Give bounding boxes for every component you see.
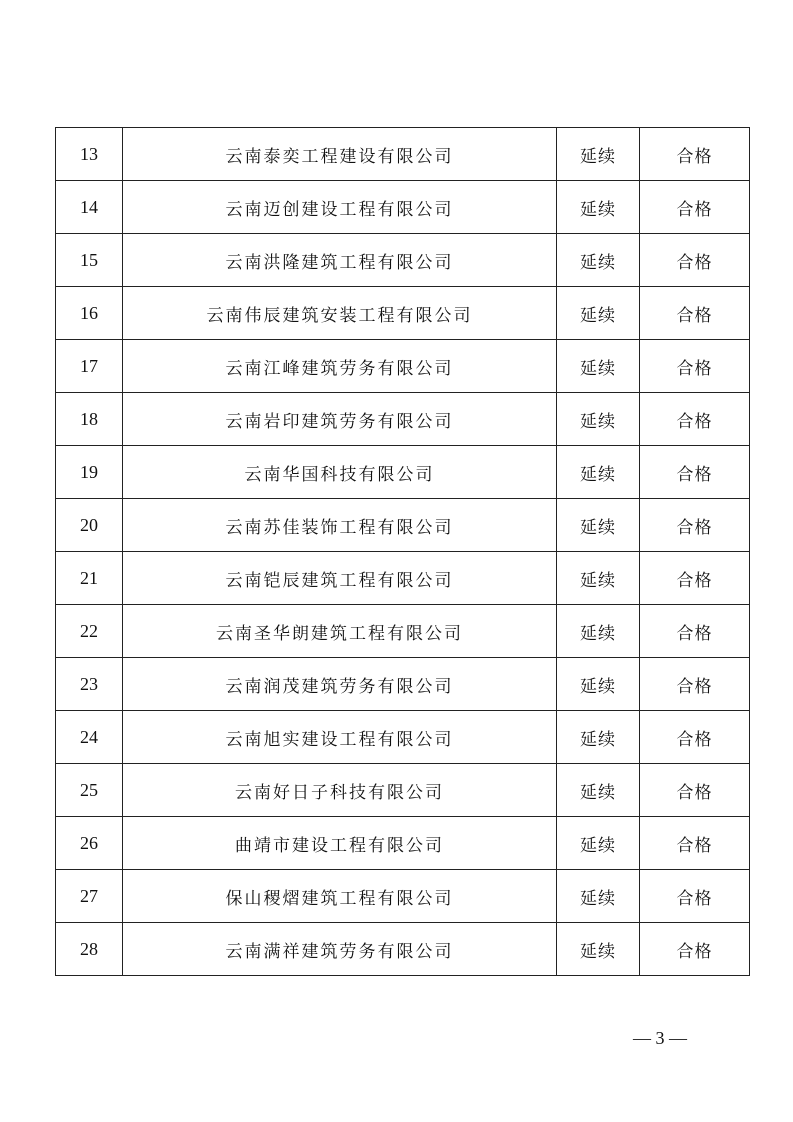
table-row — [56, 764, 750, 817]
result-cell: 合格 — [640, 499, 750, 552]
row-number-cell: 23 — [56, 658, 123, 711]
company-name-cell: 云南旭实建设工程有限公司 — [123, 711, 557, 764]
result-cell: 合格 — [640, 552, 750, 605]
row-number-cell: 16 — [56, 287, 123, 340]
company-name-cell: 云南洪隆建筑工程有限公司 — [123, 234, 557, 287]
result-cell: 合格 — [640, 870, 750, 923]
application-type-cell: 延续 — [557, 552, 640, 605]
results-table — [55, 127, 750, 976]
result-cell: 合格 — [640, 658, 750, 711]
row-number-cell: 15 — [56, 234, 123, 287]
table-row — [56, 605, 750, 658]
row-number-cell: 13 — [56, 128, 123, 181]
result-cell: 合格 — [640, 393, 750, 446]
row-number-cell: 21 — [56, 552, 123, 605]
application-type-cell: 延续 — [557, 605, 640, 658]
row-number-cell: 24 — [56, 711, 123, 764]
application-type-cell: 延续 — [557, 128, 640, 181]
row-number-cell: 28 — [56, 923, 123, 976]
row-number-cell: 20 — [56, 499, 123, 552]
result-cell: 合格 — [640, 287, 750, 340]
result-cell: 合格 — [640, 234, 750, 287]
application-type-cell: 延续 — [557, 923, 640, 976]
row-number-cell: 22 — [56, 605, 123, 658]
table-row — [56, 393, 750, 446]
page-number: — 3 — — [633, 1028, 687, 1048]
company-name-cell: 云南圣华朗建筑工程有限公司 — [123, 605, 557, 658]
company-name-cell: 云南伟辰建筑安装工程有限公司 — [123, 287, 557, 340]
table-row — [56, 658, 750, 711]
application-type-cell: 延续 — [557, 393, 640, 446]
row-number-cell: 14 — [56, 181, 123, 234]
application-type-cell: 延续 — [557, 287, 640, 340]
company-name-cell: 云南满祥建筑劳务有限公司 — [123, 923, 557, 976]
company-name-cell: 曲靖市建设工程有限公司 — [123, 817, 557, 870]
company-name-cell: 云南江峰建筑劳务有限公司 — [123, 340, 557, 393]
row-number-cell: 19 — [56, 446, 123, 499]
result-cell: 合格 — [640, 764, 750, 817]
table-row — [56, 234, 750, 287]
row-number-cell: 26 — [56, 817, 123, 870]
application-type-cell: 延续 — [557, 340, 640, 393]
application-type-cell: 延续 — [557, 658, 640, 711]
application-type-cell: 延续 — [557, 446, 640, 499]
row-number-cell: 27 — [56, 870, 123, 923]
row-number-cell: 18 — [56, 393, 123, 446]
table-row — [56, 817, 750, 870]
table-row — [56, 446, 750, 499]
company-name-cell: 云南润茂建筑劳务有限公司 — [123, 658, 557, 711]
company-name-cell: 云南苏佳装饰工程有限公司 — [123, 499, 557, 552]
table-row — [56, 340, 750, 393]
table-row — [56, 287, 750, 340]
application-type-cell: 延续 — [557, 499, 640, 552]
application-type-cell: 延续 — [557, 234, 640, 287]
table-row — [56, 711, 750, 764]
application-type-cell: 延续 — [557, 181, 640, 234]
result-cell: 合格 — [640, 605, 750, 658]
result-cell: 合格 — [640, 711, 750, 764]
company-name-cell: 云南好日子科技有限公司 — [123, 764, 557, 817]
table-row — [56, 552, 750, 605]
application-type-cell: 延续 — [557, 764, 640, 817]
row-number-cell: 25 — [56, 764, 123, 817]
company-name-cell: 云南迈创建设工程有限公司 — [123, 181, 557, 234]
application-type-cell: 延续 — [557, 711, 640, 764]
table-row — [56, 499, 750, 552]
results-table-body — [56, 128, 750, 976]
result-cell: 合格 — [640, 128, 750, 181]
company-name-cell: 云南泰奕工程建设有限公司 — [123, 128, 557, 181]
result-cell: 合格 — [640, 923, 750, 976]
row-number-cell: 17 — [56, 340, 123, 393]
application-type-cell: 延续 — [557, 817, 640, 870]
result-cell: 合格 — [640, 817, 750, 870]
company-name-cell: 云南岩印建筑劳务有限公司 — [123, 393, 557, 446]
table-row — [56, 181, 750, 234]
result-cell: 合格 — [640, 181, 750, 234]
result-cell: 合格 — [640, 446, 750, 499]
company-name-cell: 云南铠辰建筑工程有限公司 — [123, 552, 557, 605]
table-row — [56, 870, 750, 923]
result-cell: 合格 — [640, 340, 750, 393]
company-name-cell: 云南华国科技有限公司 — [123, 446, 557, 499]
table-row — [56, 128, 750, 181]
company-name-cell: 保山稷熠建筑工程有限公司 — [123, 870, 557, 923]
table-row — [56, 923, 750, 976]
application-type-cell: 延续 — [557, 870, 640, 923]
